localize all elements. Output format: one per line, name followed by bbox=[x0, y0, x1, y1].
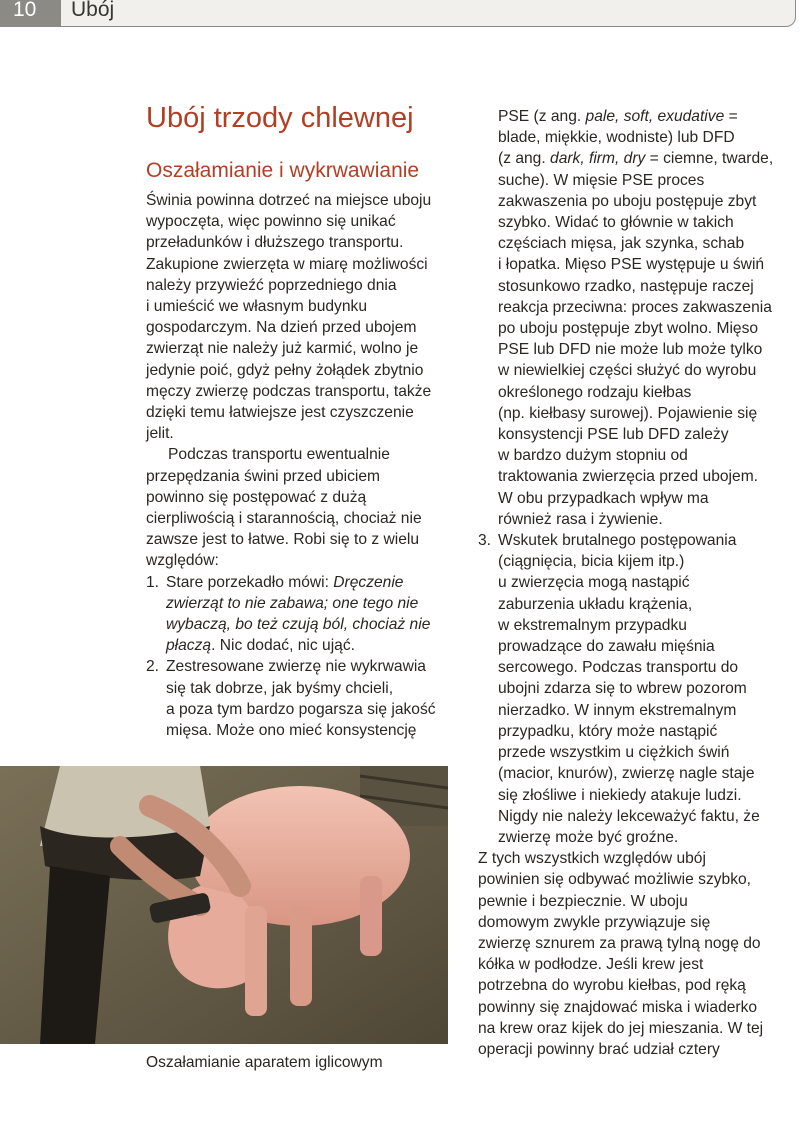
text-line: PSE (z ang. bbox=[498, 108, 586, 125]
list-item bbox=[146, 656, 456, 741]
text-line: Świnia powinna dotrzeć na miejsce uboju bbox=[146, 192, 432, 209]
text-line: traktowania zwierzęcia przed ubojem. bbox=[498, 468, 759, 486]
photo-caption: Oszałamianie aparatem iglicowym bbox=[146, 1054, 383, 1071]
text-line: przepędzania świni przed ubiciem bbox=[146, 467, 381, 485]
text-line: zwierzę sznurem za prawą tylną nogę do bbox=[478, 934, 761, 952]
text-line: powinien się odbywać możliwie szybko, bbox=[478, 871, 752, 889]
left-column bbox=[146, 190, 456, 741]
text-line: jedynie poić, gdyż pełny żołądek zbytnio bbox=[146, 361, 424, 379]
page-header bbox=[0, 0, 796, 27]
text-line: nierzadko. W innym ekstremalnym bbox=[498, 701, 737, 719]
paragraph-3 bbox=[478, 848, 794, 1060]
text-line: zwierzę może być groźne. bbox=[498, 828, 679, 846]
text-line: i umieścić we własnym budynku bbox=[146, 298, 367, 316]
text-line: PSE lub DFD nie może lub może tylko bbox=[498, 341, 763, 359]
text-line: kółka w podłodze. Jeśli krew jest bbox=[478, 956, 704, 974]
photo-illustration bbox=[0, 766, 448, 1044]
text-line: przeładunków i dłuższego transportu. bbox=[146, 234, 404, 252]
text-line: operacji powinny brać udział cztery bbox=[478, 1040, 720, 1058]
text-line: należy przywieźć poprzedniego dnia bbox=[146, 276, 397, 294]
text-line: u zwierzęcia mogą nastąpić bbox=[498, 574, 690, 592]
text-line: szybko. Widać to głównie w takich bbox=[498, 214, 734, 232]
text-line: W obu przypadkach wpływ ma bbox=[498, 489, 709, 507]
text-line: domowym zwykle przywiązuje się bbox=[478, 913, 711, 931]
text-line: zaburzenia układu krążenia, bbox=[498, 595, 693, 613]
chapter-title: Ubój bbox=[71, 0, 115, 21]
quote-text: zwierząt to nie zabawa; one tego nie bbox=[166, 594, 419, 612]
text-line: (ciągnięcia, bicia kijem itp.) bbox=[498, 553, 685, 571]
text-line: powinno się postępować z dużą bbox=[146, 488, 367, 506]
text-line: ubojni zdarza się to wbrew pozorom bbox=[498, 680, 747, 698]
text-line: jelit. bbox=[146, 425, 174, 443]
text-line: Z tych wszystkich względów ubój bbox=[478, 850, 706, 868]
text-line: określonego rodzaju kiełbas bbox=[498, 383, 692, 401]
text-line: również rasa i żywienie. bbox=[498, 510, 663, 528]
text-line: wypoczęta, więc powinno się unikać bbox=[146, 213, 396, 231]
text-line: powinny się znajdować miska i wiaderko bbox=[478, 998, 758, 1016]
reasons-list bbox=[146, 572, 456, 742]
paragraph-2 bbox=[146, 444, 456, 571]
paragraph-1 bbox=[146, 190, 456, 444]
text-line: i łopatka. Mięso PSE występuje u świń bbox=[498, 256, 765, 274]
text-line: męczy zwierzę podczas transportu, także bbox=[146, 382, 432, 400]
text-line: mięsa. Może ono mieć konsystencję bbox=[166, 722, 417, 740]
text-line: (np. kiełbasy surowej). Pojawienie się bbox=[498, 404, 758, 422]
text-line: = bbox=[724, 108, 738, 125]
text-line: względów: bbox=[146, 552, 219, 570]
reasons-list-continued bbox=[478, 530, 794, 848]
text-line: (z ang. bbox=[498, 150, 551, 168]
text-line: reakcja przeciwna: proces zakwaszenia bbox=[498, 298, 772, 316]
stunning-photo bbox=[0, 766, 448, 1044]
text-line: Zestresowane zwierzę nie wykrwawia bbox=[166, 658, 426, 676]
text-line: Podczas transportu ewentualnie bbox=[168, 446, 390, 464]
text-line: blade, miękkie, wodniste) lub DFD bbox=[498, 129, 735, 147]
text-line: w bardzo dużym stopniu od bbox=[498, 447, 688, 465]
text-line: . Nic dodać, nic ująć. bbox=[211, 637, 355, 655]
text-line: dzięki temu łatwiejsze jest czyszczenie bbox=[146, 404, 414, 422]
text-line: = ciemne, twarde, bbox=[645, 150, 774, 168]
italic-term: pale, soft, exudative bbox=[585, 108, 725, 125]
text-line: sercowego. Podczas transportu do bbox=[498, 659, 739, 677]
text-line: stosunkowo rzadko, następuje raczej bbox=[498, 277, 754, 295]
list-item bbox=[478, 530, 794, 848]
text-line: pewnie i bezpiecznie. W uboju bbox=[478, 892, 688, 910]
text-line: a poza tym bardzo pogarsza się jakość bbox=[166, 700, 436, 718]
quote-text: Dręczenie bbox=[333, 573, 404, 591]
text-line: w ekstremalnym przypadku bbox=[498, 616, 687, 634]
text-line: (macior, knurów), zwierzę nagle staje bbox=[498, 765, 755, 783]
text-line: zawsze jest to łatwe. Robi się to z wielu bbox=[146, 531, 420, 549]
text-line: przypadku, który może nastąpić bbox=[498, 722, 718, 740]
text-line: konsystencji PSE lub DFD zależy bbox=[498, 426, 729, 444]
text-line: po uboju postępuje zbyt wolno. Mięso bbox=[498, 320, 759, 338]
list-number: 1. bbox=[146, 573, 160, 591]
text-line: Nigdy nie należy lekceważyć faktu, że bbox=[498, 807, 760, 825]
text-line: na krew oraz kijek do jej mieszania. W tej bbox=[478, 1019, 764, 1037]
text-line: zakwaszenia po uboju postępuje zbyt bbox=[498, 192, 757, 210]
section-subtitle: Oszałamianie i wykrwawianie bbox=[146, 159, 420, 182]
text-line: w niewielkiej części służyć do wyrobu bbox=[498, 362, 757, 380]
text-line: Zakupione zwierzęta w miarę możliwości bbox=[146, 255, 428, 273]
quote-text: płaczą bbox=[166, 637, 212, 655]
text-line: prowadzące do zawału mięśnia bbox=[498, 638, 715, 656]
text-line: przede wszystkim u ciężkich świń bbox=[498, 744, 730, 762]
list-item bbox=[146, 572, 456, 657]
list-item-2-continued bbox=[478, 106, 794, 530]
page-number: 10 bbox=[13, 0, 37, 21]
text-line: się złośliwe i niekiedy atakuje ludzi. bbox=[498, 786, 742, 804]
text-line: Wskutek brutalnego postępowania bbox=[498, 532, 737, 550]
list-number: 3. bbox=[478, 532, 492, 550]
text-line: potrzebna do wyrobu kiełbas, pod ręką bbox=[478, 977, 746, 995]
text-line: gospodarczym. Na dzień przed ubojem bbox=[146, 319, 417, 337]
list-number: 2. bbox=[146, 658, 160, 676]
text-line: częściach mięsa, jak szynka, schab bbox=[498, 235, 745, 253]
page-number-box bbox=[1, 0, 61, 26]
quote-text: wybaczą, bo też czują ból, chociaż nie bbox=[166, 616, 431, 634]
text-line: zwierząt nie należy już karmić, wolno je bbox=[146, 340, 419, 358]
text-line: suche). W mięsie PSE proces bbox=[498, 171, 705, 189]
section-title: Ubój trzody chlewnej bbox=[146, 102, 414, 134]
right-column bbox=[478, 106, 794, 1060]
text-line: Stare porzekadło mówi: bbox=[166, 573, 334, 591]
text-line: się tak dobrze, jak byśmy chcieli, bbox=[166, 679, 394, 697]
text-line: cierpliwością i starannością, chociaż nie bbox=[146, 510, 422, 528]
italic-term: dark, firm, dry bbox=[550, 150, 646, 168]
